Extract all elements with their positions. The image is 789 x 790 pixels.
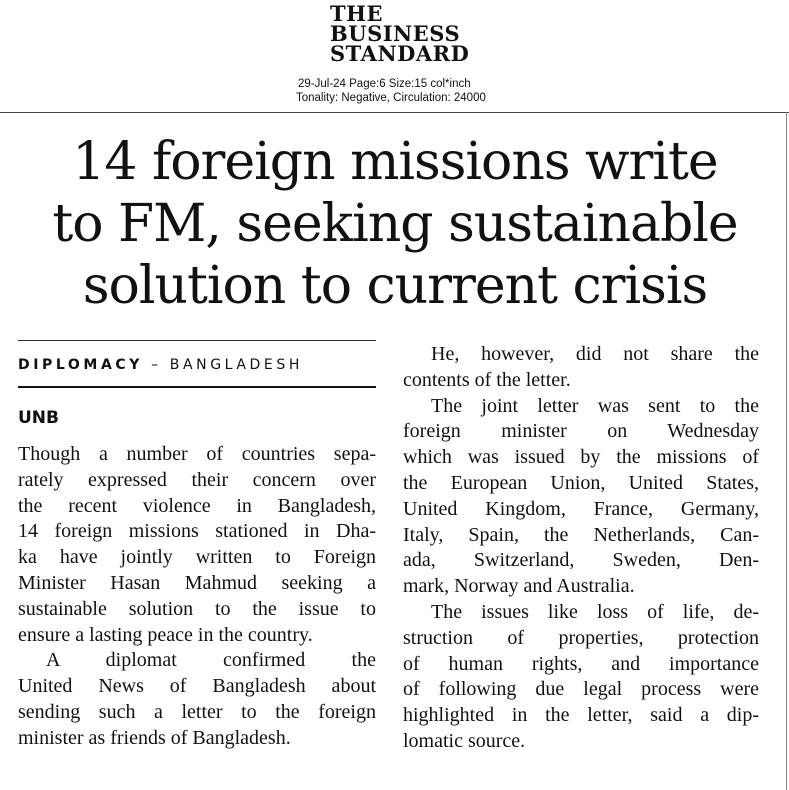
text-line: Minister Hasan Mahmud seeking a xyxy=(18,571,376,594)
text-line: lomatic source. xyxy=(403,729,526,752)
section-separator: – xyxy=(151,357,162,373)
text-line: contents of the letter. xyxy=(403,368,571,391)
clipping-info xyxy=(296,77,536,105)
text-line: United Kingdom, France, Germany, xyxy=(403,497,759,520)
headline-line-1: 14 foreign missions write xyxy=(72,132,718,192)
logo-line-2: BUSINESS xyxy=(330,21,461,46)
section-region: BANGLADESH xyxy=(169,357,303,373)
text-line: Italy, Spain, the Netherlands, Can- xyxy=(403,523,759,546)
text-line: ada, Switzerland, Sweden, Den- xyxy=(403,549,759,572)
article-body-right xyxy=(403,342,759,755)
text-line: the recent violence in Bangladesh, xyxy=(18,494,376,517)
text-line: foreign minister on Wednesday xyxy=(403,420,759,443)
text-line: highlighted in the letter, said a dip- xyxy=(403,704,759,727)
text-line: sustainable solution to the issue to xyxy=(18,597,376,620)
text-line: minister as friends of Bangladesh. xyxy=(18,726,291,749)
article-body-left xyxy=(18,442,376,752)
masthead-divider xyxy=(0,112,789,113)
text-line: the European Union, United States, xyxy=(403,471,759,494)
text-line: ka have jointly written to Foreign xyxy=(18,546,376,569)
text-line: Though a number of countries sepa- xyxy=(18,443,376,465)
text-line: sending such a letter to the foreign xyxy=(18,700,376,723)
text-line: rately expressed their concern over xyxy=(18,468,376,491)
text-line: mark, Norway and Australia. xyxy=(403,575,635,598)
text-line: 14 foreign missions stationed in Dha- xyxy=(18,520,376,543)
text-line: ensure a lasting peace in the country. xyxy=(18,623,313,646)
text-line: United News of Bangladesh about xyxy=(18,675,376,698)
headline-line-3: solution to current crisis xyxy=(82,256,708,316)
section-top-rule xyxy=(18,340,376,341)
text-line: struction of properties, protection xyxy=(403,626,759,649)
logo-line-1: THE xyxy=(330,1,383,26)
logo-line-3: STANDARD xyxy=(330,41,470,66)
newspaper-logo xyxy=(330,1,470,66)
text-line: of following due legal process were xyxy=(403,678,759,701)
masthead xyxy=(0,0,789,112)
clipping-tonality-circulation: Tonality: Negative, Circulation: 24000 xyxy=(296,92,486,104)
clipping-date-page-size: 29-Jul-24 Page:6 Size:15 col*inch xyxy=(298,78,471,90)
text-line: of human rights, and importance xyxy=(403,652,759,675)
text-line: He, however, did not share the xyxy=(431,343,759,365)
right-border xyxy=(786,112,787,790)
headline xyxy=(10,131,780,317)
text-line: The joint letter was sent to the xyxy=(431,394,759,417)
section-category: DIPLOMACY xyxy=(18,357,143,373)
right-column xyxy=(403,342,759,755)
left-column xyxy=(18,340,376,752)
section-label xyxy=(18,357,376,373)
text-line: The issues like loss of life, de- xyxy=(431,600,759,623)
section-bottom-rule xyxy=(18,386,376,388)
text-line: A diplomat confirmed the xyxy=(46,649,376,672)
headline-line-2: to FM, seeking sustainable xyxy=(52,194,738,254)
byline: UNB xyxy=(18,408,59,428)
text-line: which was issued by the missions of xyxy=(403,446,759,469)
